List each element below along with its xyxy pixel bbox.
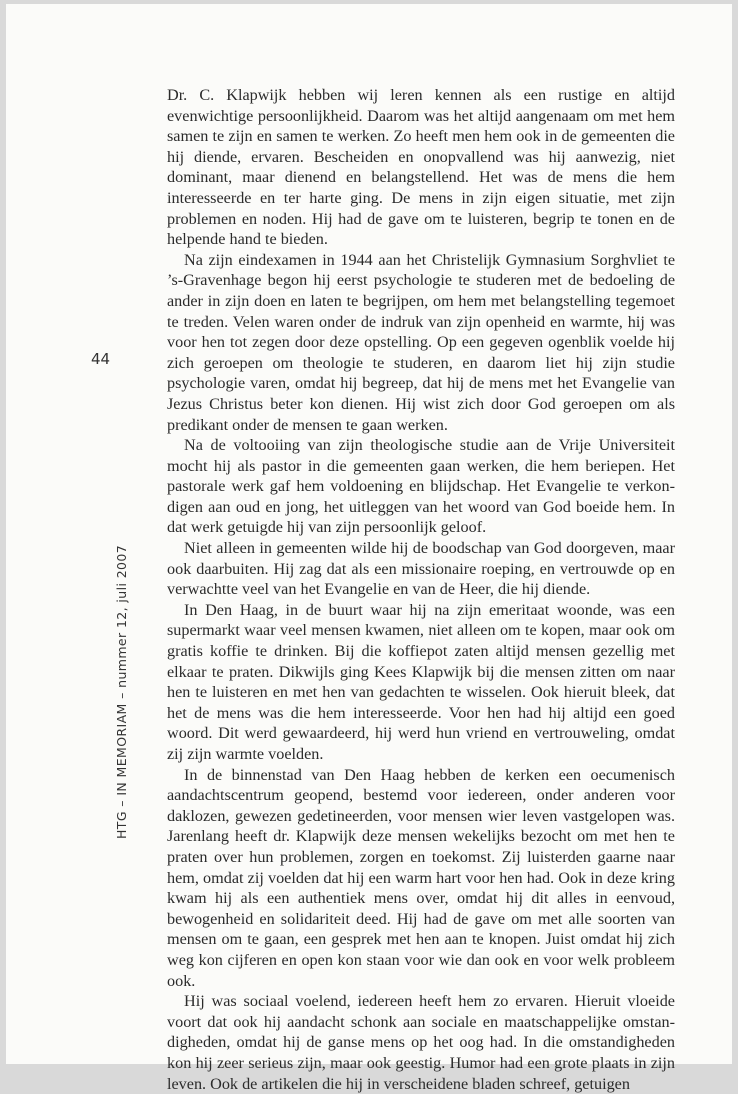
running-head-text: HTG – IN MEMORIAM – nummer 12, juli 2007 [114,544,129,839]
page-number: 44 [91,350,111,368]
document-page [6,4,732,1093]
paragraph-5: In Den Haag, in de buurt waar hij na zijn emeritaat woonde, was een supermarkt waar veel mensen kwamen, niet alleen om te kopen, maar ook om gratis koffie te drinken. Bij die koffiepot zaten altijd mensen gezellig met elkaar te praten. Dikwijls ging Kees Klapwijk bij die mensen zitten om naar hen te luisteren en met hen van gedachten te wisselen. Ook hieruit bleek, dat het de mens was die hem interesseerde. Voor hen had hij altijd een goed woord. Dit werd gewaardeerd, hij werd hun vriend en vertrouweling, omdat zij zijn warmte voelden. [167,600,675,763]
paragraph-7: Hij was sociaal voelend, iedereen heeft hem zo ervaren. Hieruit vloeide voort dat ook hij aandacht schonk aan sociale en maatschappelijke omstandigheden, omdat hij de ganse mens op het oog had. In die omstandigheden kon hij zeer serieus zijn, maar ook geestig. Humor had een grote plaats in zijn leven. Ook de artikelen die hij in verscheidene bladen schreef, getuigen [167,992,675,1093]
paragraph-2: Na zijn eindexamen in 1944 aan het Christelijk Gymnasium Sorghvliet te ’s-Gravenhage begon hij eerst psychologie te studeren met de bedoeling de ander in zijn doen en laten te begrijpen, om hem met belangstelling tegemoet te treden. Velen waren onder de indruk van zijn openheid en warmte, hij was voor hen tot zegen door deze opstelling. Op een gegeven ogenblik voelde hij zich geroepen om theologie te studeren, en daarom liet hij zijn studie psychologie varen, omdat hij begreep, dat hij de mens met het Evangelie van Jezus Christus beter kon dienen. Hij wist zich door God geroepen om als predikant onder de mensen te gaan werken. [167,250,675,434]
paragraph-3: Na de voltooiing van zijn theologische studie aan de Vrije Universiteit mocht hij als pastor in die gemeenten gaan werken, die hem beriepen. Het pastorale werk gaf hem voldoening en blijdschap. Het Evangelie te verkondigen aan oud en jong, het uitleggen van het woord van God boeide hem. In dat werk getuigde hij van zijn persoonlijk geloof. [167,436,675,537]
paragraph-4: Niet alleen in gemeenten wilde hij de boodschap van God doorgeven, maar ook daarbuiten. Hij zag dat als een missionaire roeping, en vertrouwde op en verwachtte veel van het Evangelie en van de Heer, die hij diende. [167,539,675,599]
paragraph-6: In de binnenstad van Den Haag hebben de kerken een oecumenisch aandachtscentrum geopend, bestemd voor iedereen, onder anderen voor daklozen, gewezen gedetineerden, voor mensen wier leven vastgelopen was. Jarenlang heeft dr. Klapwijk deze mensen wekelijks bezocht om met hen te praten over hun problemen, zorgen en toekomst. Zij luisterden gaarne naar hem, omdat zij voelden dat hij een warm hart voor hen had. Ook in deze kring kwam hij als een authentiek mens over, omdat hij dit alles in eenvoud, bewogenheid en solidariteit deed. Hij had de gave om met alle soorten van mensen om te gaan, een gesprek met hen aan te knopen. Juist omdat hij zich weg kon cijferen en open kon staan voor wie dan ook en voor welk probleem ook. [167,765,675,990]
body-text [167,85,675,1094]
paragraph-1: Dr. C. Klapwijk hebben wij leren kennen als een rustige en altijd evenwichtige persoonlijkheid. Daarom was het altijd aangenaam om met hem samen te zijn en samen te werken. Zo heeft men hem ook in de gemeenten die hij diende, ervaren. Bescheiden en onopvallend was hij aanwezig, niet dominant, maar dienend en belangstellend. Het was de mens die hem interesseerde en ter harte ging. De mens in zijn eigen situatie, met zijn problemen en noden. Hij had de gave om te luisteren, begrip te tonen en de helpende hand te bieden. [167,86,675,249]
